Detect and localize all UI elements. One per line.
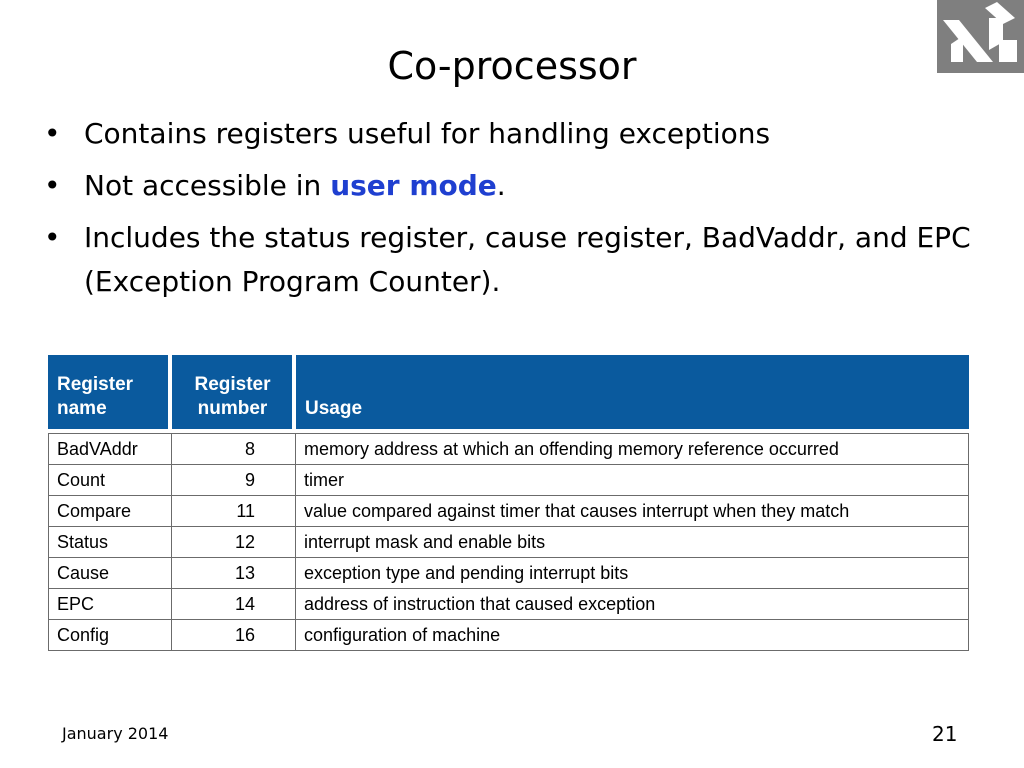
header-usage: Usage: [296, 355, 969, 433]
header-text: Register: [57, 374, 134, 395]
register-table: [48, 355, 969, 651]
cell-usage: interrupt mask and enable bits: [296, 527, 969, 558]
table-row: [48, 558, 969, 589]
table-row: [48, 465, 969, 496]
header-register-number: [172, 355, 296, 433]
cell-usage: value compared against timer that causes interrupt when they match: [296, 496, 969, 527]
bullet-item: [44, 164, 974, 208]
header-register-name: [48, 355, 172, 433]
cell-register-name: Compare: [48, 496, 172, 527]
cell-register-number: 11: [172, 496, 296, 527]
cell-register-name: Config: [48, 620, 172, 651]
highlight-text: user mode: [330, 169, 497, 202]
cell-register-number: 9: [172, 465, 296, 496]
cell-register-name: Count: [48, 465, 172, 496]
cell-register-name: BadVAddr: [48, 433, 172, 465]
cell-register-number: 8: [172, 433, 296, 465]
table-row: [48, 589, 969, 620]
bullet-item: [44, 112, 974, 156]
bullet-text: .: [496, 169, 506, 202]
cell-usage: exception type and pending interrupt bits: [296, 558, 969, 589]
table-row: [48, 433, 969, 465]
table-row: [48, 620, 969, 651]
header-text: Register: [194, 374, 271, 395]
bullet-text: Not accessible in: [84, 169, 331, 202]
bullet-item: [44, 216, 974, 304]
bullet-text: Includes the status register, cause register, BadVaddr, and EPC (Exception Program Counter).: [84, 221, 971, 298]
cell-register-number: 12: [172, 527, 296, 558]
table-body: [48, 433, 969, 651]
header-text: number: [197, 398, 268, 419]
header-text: name: [57, 398, 107, 419]
cell-usage: timer: [296, 465, 969, 496]
bullet-list: [44, 112, 974, 312]
cell-usage: address of instruction that caused exception: [296, 589, 969, 620]
cell-register-name: Status: [48, 527, 172, 558]
cell-register-name: EPC: [48, 589, 172, 620]
cell-register-number: 13: [172, 558, 296, 589]
cell-register-name: Cause: [48, 558, 172, 589]
footer-date: January 2014: [62, 724, 169, 743]
cell-register-number: 16: [172, 620, 296, 651]
table-row: [48, 496, 969, 527]
cell-register-number: 14: [172, 589, 296, 620]
cell-usage: memory address at which an offending memory reference occurred: [296, 433, 969, 465]
bullet-text: Contains registers useful for handling exceptions: [84, 117, 771, 150]
table-row: [48, 527, 969, 558]
slide-title: Co-processor: [387, 44, 637, 88]
page-number: 21: [932, 722, 958, 746]
table-header-row: [48, 355, 969, 433]
cell-usage: configuration of machine: [296, 620, 969, 651]
